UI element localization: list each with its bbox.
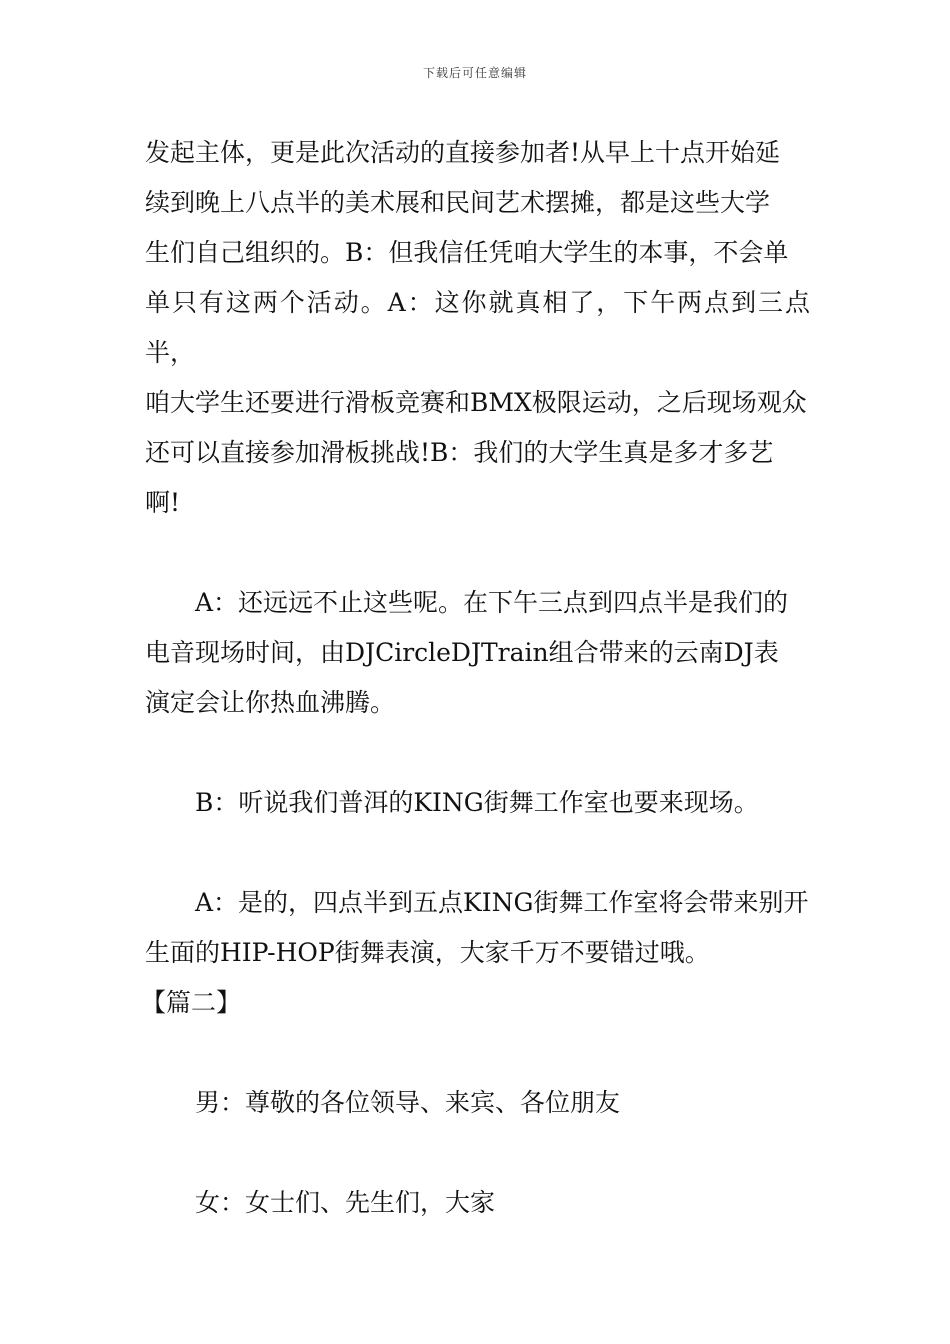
text-line: 女：女士们、先生们，大家	[195, 1188, 496, 1217]
text-line: 生面的HIP-HOP街舞表演，大家千万不要错过哦。	[145, 938, 710, 967]
text-line: 单只有这两个活动。A：这你就真相了，下午两点到三点半，	[145, 288, 810, 367]
text-line: 电音现场时间，由DJCircleDJTrain组合带来的云南DJ表	[145, 638, 779, 667]
paragraph-2	[145, 578, 810, 728]
paragraph-4	[145, 878, 810, 978]
section-heading: 【篇二】	[141, 988, 242, 1017]
page-header: 下载后可任意编辑	[422, 66, 527, 80]
paragraph-1	[145, 128, 810, 528]
paragraph-5	[145, 1078, 810, 1128]
paragraph-gap	[145, 1128, 810, 1178]
paragraph-gap	[145, 728, 810, 778]
document-body	[141, 128, 810, 1228]
text-line: 演定会让你热血沸腾。	[145, 688, 396, 717]
paragraph-3	[145, 778, 810, 828]
paragraph-gap	[145, 528, 810, 578]
text-line: 男：尊敬的各位领导、来宾、各位朋友	[195, 1088, 621, 1117]
text-line: 还可以直接参加滑板挑战!B：我们的大学生真是多才多艺	[145, 438, 774, 467]
paragraph-6	[145, 1178, 810, 1228]
text-line: 啊!	[145, 488, 181, 517]
text-line: 咱大学生还要进行滑板竞赛和BMX极限运动，之后现场观众	[145, 388, 807, 417]
text-line: 发起主体，更是此次活动的直接参加者!从早上十点开始延	[145, 138, 781, 167]
text-line: 续到晚上八点半的美术展和民间艺术摆摊，都是这些大学	[145, 188, 771, 217]
paragraph-gap	[145, 1028, 810, 1078]
text-line: B：听说我们普洱的KING街舞工作室也要来现场。	[195, 788, 759, 817]
text-line: A：是的，四点半到五点KING街舞工作室将会带来别开	[195, 888, 809, 917]
text-line: A：还远远不止这些呢。在下午三点到四点半是我们的	[195, 588, 789, 617]
text-line: 生们自己组织的。B：但我信任凭咱大学生的本事，不会单	[145, 238, 789, 267]
paragraph-gap	[145, 828, 810, 878]
